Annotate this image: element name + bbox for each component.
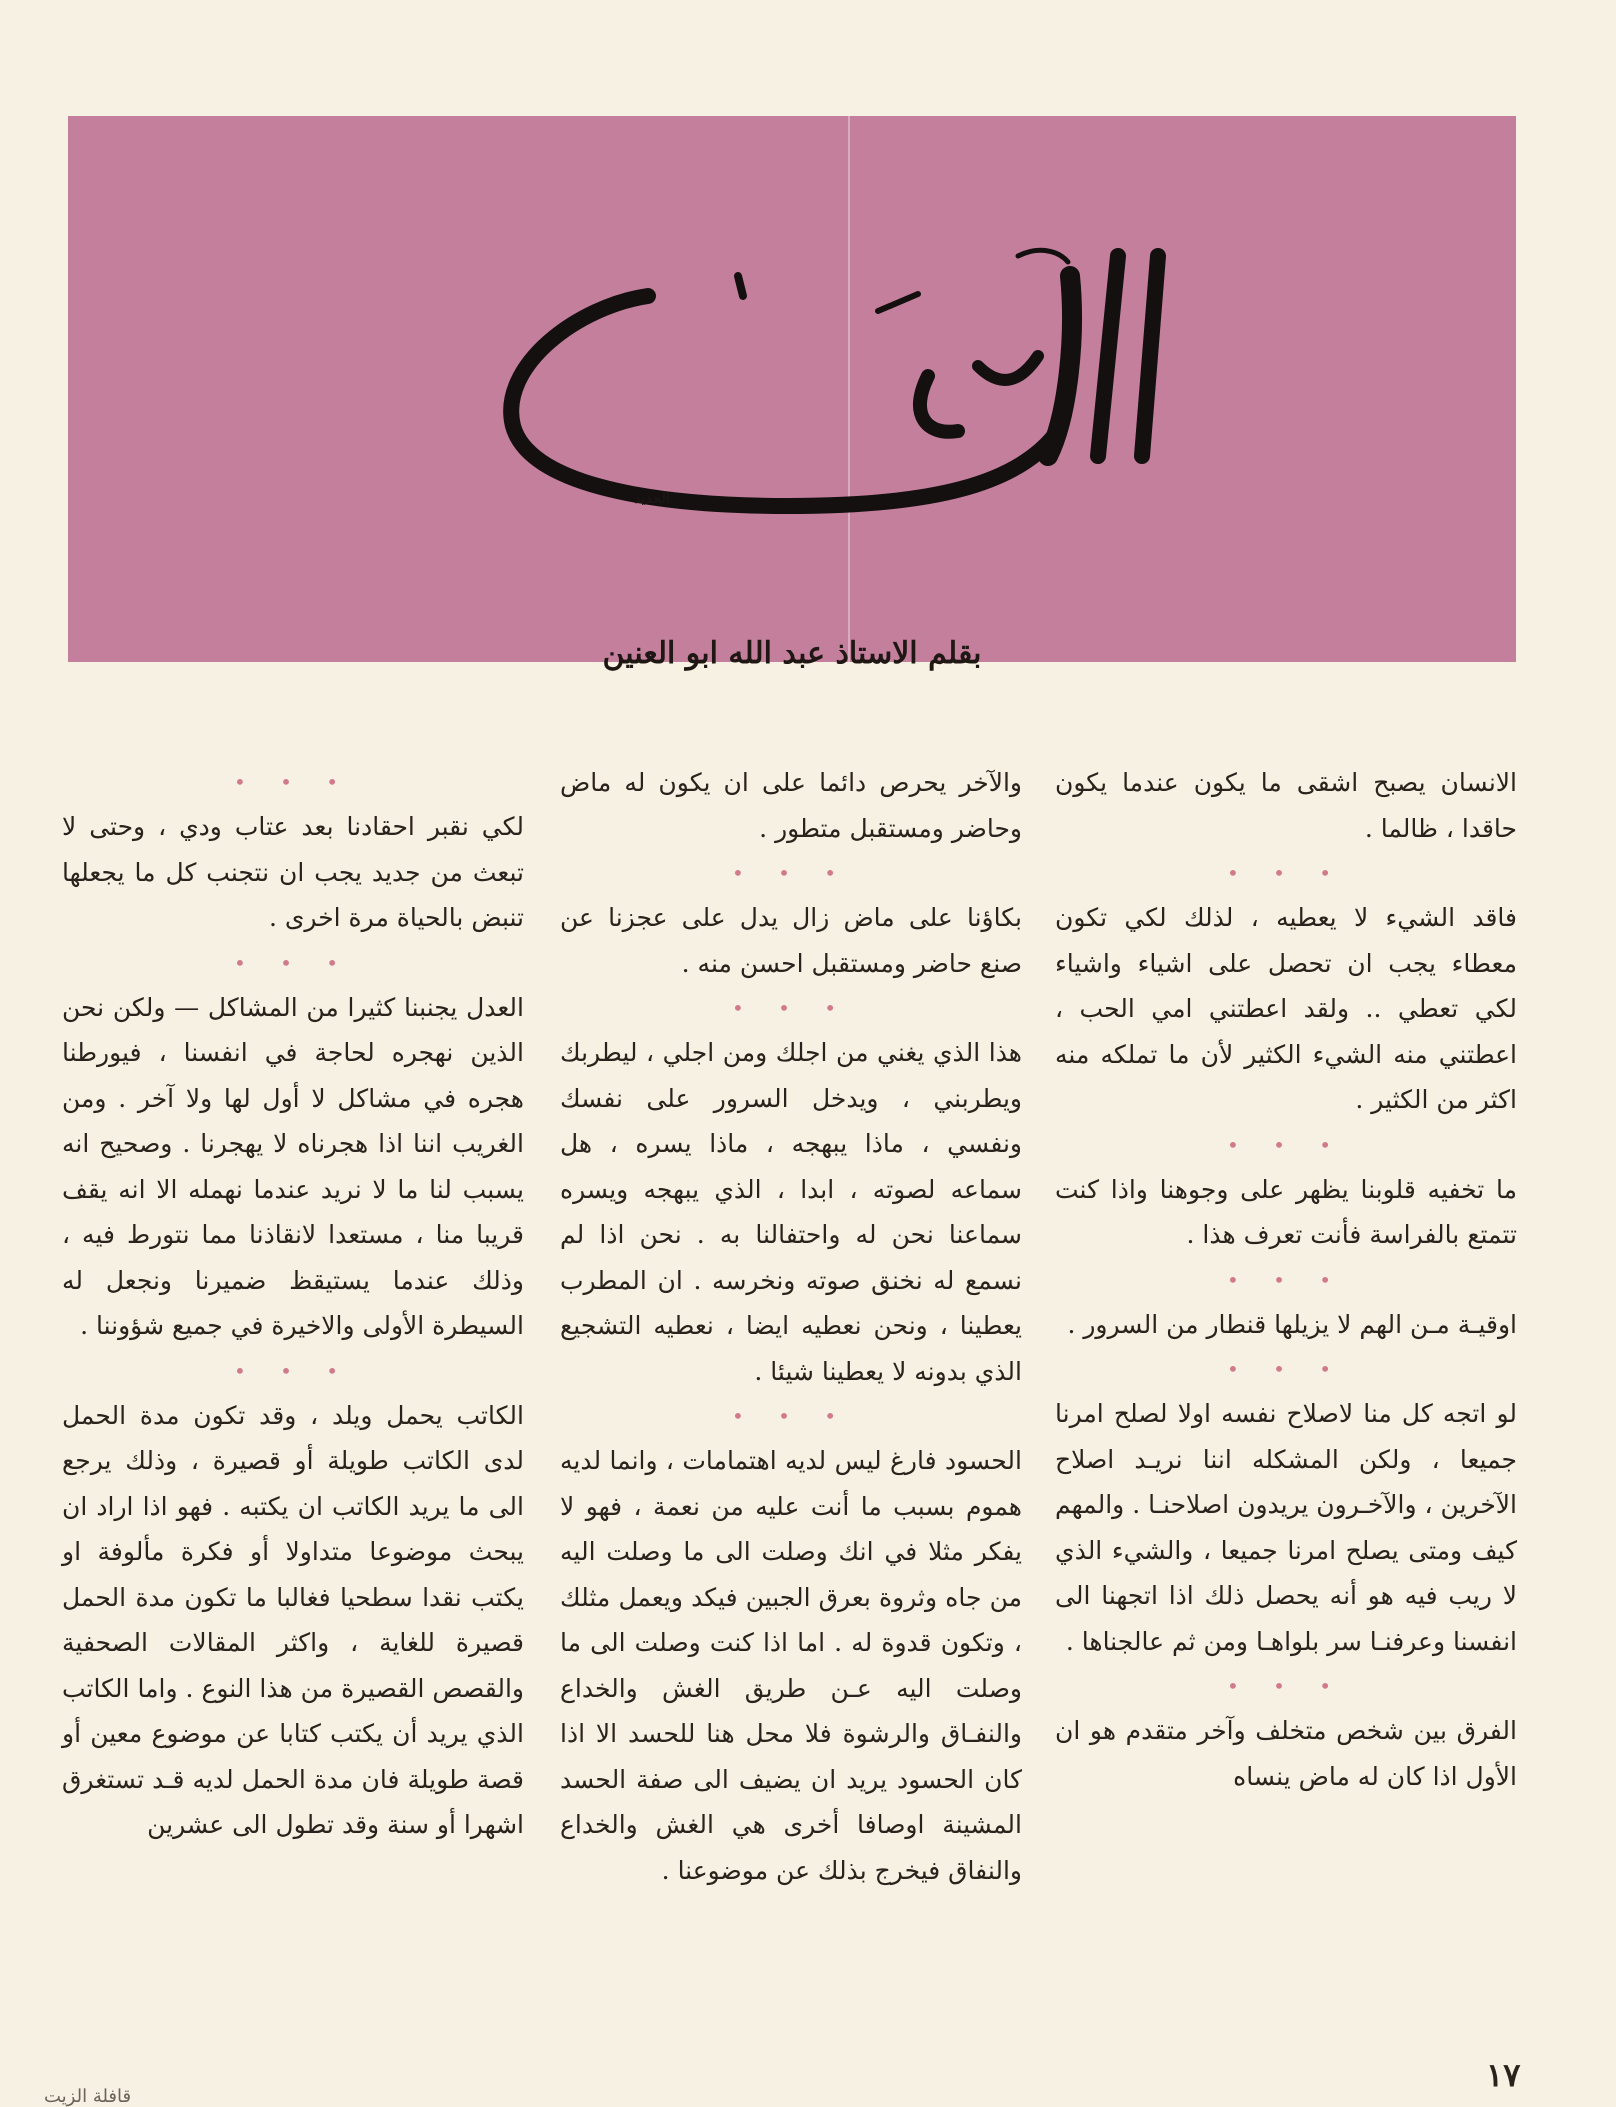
separator-dots: • • • bbox=[1226, 1267, 1346, 1292]
separator-dots: • • • bbox=[233, 1358, 353, 1383]
paragraph: هذا الذي يغني من اجلك ومن اجلي ، ليطربك ويطربني ، ويدخل السرور على نفسك ونفسي ، ماذا يبهجه ، ماذا يسره ، هل سماعه لصوته ، ابدا ، الذي يبهجه ويسره سماعنا نحن له واحتفالنا به . نحن اذا لم نسمع له نخنق صوته ونخرسه . ان المطرب يعطينا ، ونحن نعطيه ايضا ، نعطيه التشجيع الذي بدونه لا يعطينا شيئا . bbox=[560, 1038, 1022, 1386]
paragraph: اوقيـة مـن الهم لا يزيلها قنطار من السرور . bbox=[1067, 1309, 1517, 1339]
paragraph: لو اتجه كل منا لاصلاح نفسه اولا لصلح امرنا جميعا ، ولكن المشكله اننا نريـد اصلاح الآخرين ، والآخـرون يريدون اصلاحنـا . والمهم كيف ومتى يصلح امرنا جميعا ، والشيء الذي لا ريب فيه هو أنه يحصل ذلك اذا اتجهنا الى انفسنا وعرفنـا سر بلواهـا ومن ثم عالجناها . bbox=[1055, 1399, 1517, 1656]
title-calligraphy bbox=[458, 216, 1238, 546]
separator-dots: • • • bbox=[233, 770, 353, 794]
separator-dots: • • • bbox=[731, 1404, 851, 1428]
paragraph: والآخر يحرص دائما على ان يكون له ماض وحاضر ومستقبل متطور . bbox=[560, 768, 1022, 843]
column-right bbox=[1055, 760, 1517, 1799]
separator-dots: • • • bbox=[1226, 1132, 1346, 1157]
title-annotation: الجديد bbox=[634, 491, 670, 507]
paragraph: الفرق بين شخص متخلف وآخر متقدم هو ان الأول اذا كان له ماض ينساه bbox=[1055, 1716, 1517, 1791]
paragraph: الانسان يصبح اشقى ما يكون عندما يكون حاقدا ، ظالما . bbox=[1055, 768, 1517, 843]
separator-dots: • • • bbox=[1226, 861, 1346, 885]
paragraph: العدل يجنبنا كثيرا من المشاكل — ولكن نحن الذين نهجره لحاجة في انفسنا ، فيورطنا هجره في مشاكل لا أول لها ولا آخر . ومن الغريب اننا اذا هجرناه لا يهجرنا . وصحيح انه يسبب لنا ما لا نريد عندما نهمله الا انه يقف قريبا منا ، مستعدا لانقاذنا مما نتورط فيه ، وذلك عندما يستيقظ ضميرنا ونجعل له السيطرة الأولى والاخيرة في جميع شؤوننا . bbox=[62, 992, 524, 1340]
paragraph: الحسود فارغ ليس لديه اهتمامات ، وانما لديه هموم بسبب ما أنت عليه من نعمة ، فهو لا يفكر مثلا في انك وصلت الى ما وصلت اليه من جاه وثروة بعرق الجبين فيكد ويعمل مثلك ، وتكون قدوة له . اما اذا كنت وصلت الى ما وصلت اليه عـن طريق الغش والخداع والنفـاق والرشوة فلا محل هنا للحسد الا اذا كان الحسود يريد ان يضيف الى صفة الحسد المشينة اوصافا أخرى هي الغش والخداع والنفاق فيخرج بذلك عن موضوعنا . bbox=[560, 1446, 1022, 1885]
column-middle bbox=[560, 760, 1022, 1893]
paragraph: الكاتب يحمل ويلد ، وقد تكون مدة الحمل لدى الكاتب طويلة أو قصيرة ، وذلك يرجع الى ما يريد الكاتب ان يكتبه . فهو اذا اراد ان يبحث موضوعا متداولا أو فكرة مألوفة او يكتب نقدا سطحيا فغالبا ما تكون مدة الحمل قصيرة للغاية ، واكثر المقالات الصحفية والقصص القصيرة من هذا النوع . واما الكاتب الذي يريد أن يكتب كتابا عن موضوع معين أو قصة طويلة فان مدة الحمل لديه قـد تستغرق اشهرا أو سنة وقد تطول الى عشرين bbox=[62, 1400, 524, 1839]
byline: بقلم الاستاذ عبد الله ابو العنين bbox=[602, 636, 982, 671]
footer-publication: قافلة الزيت bbox=[44, 2086, 132, 2107]
column-left bbox=[62, 760, 524, 1848]
page-number: ١٧ bbox=[1486, 2056, 1521, 2094]
separator-dots: • • • bbox=[731, 996, 851, 1020]
separator-dots: • • • bbox=[731, 861, 851, 885]
separator-dots: • • • bbox=[1226, 1357, 1346, 1381]
paragraph: فاقد الشيء لا يعطيه ، لذلك لكي تكون معطاء يجب ان تحصل على اشياء واشياء لكي تعطي .. ولقد اعطتني امي الحب ، اعطتني منه الشيء الكثير لأن ما تملكه منه اكثر من الكثير . bbox=[1055, 903, 1517, 1114]
header-banner bbox=[68, 116, 1516, 671]
paragraph: بكاؤنا على ماض زال يدل على عجزنا عن صنع حاضر ومستقبل احسن منه . bbox=[560, 903, 1022, 978]
separator-dots: • • • bbox=[1226, 1674, 1346, 1698]
paragraph: لكي نقبر احقادنا بعد عتاب ودي ، وحتى لا تبعث من جديد يجب ان نتجنب كل ما يجعلها تنبض بالحياة مرة اخرى . bbox=[62, 812, 524, 932]
separator-dots: • • • bbox=[233, 950, 353, 975]
paragraph: ما تخفيه قلوبنا يظهر على وجوهنا واذا كنت تتمتع بالفراسة فأنت تعرف هذا . bbox=[1055, 1174, 1517, 1249]
